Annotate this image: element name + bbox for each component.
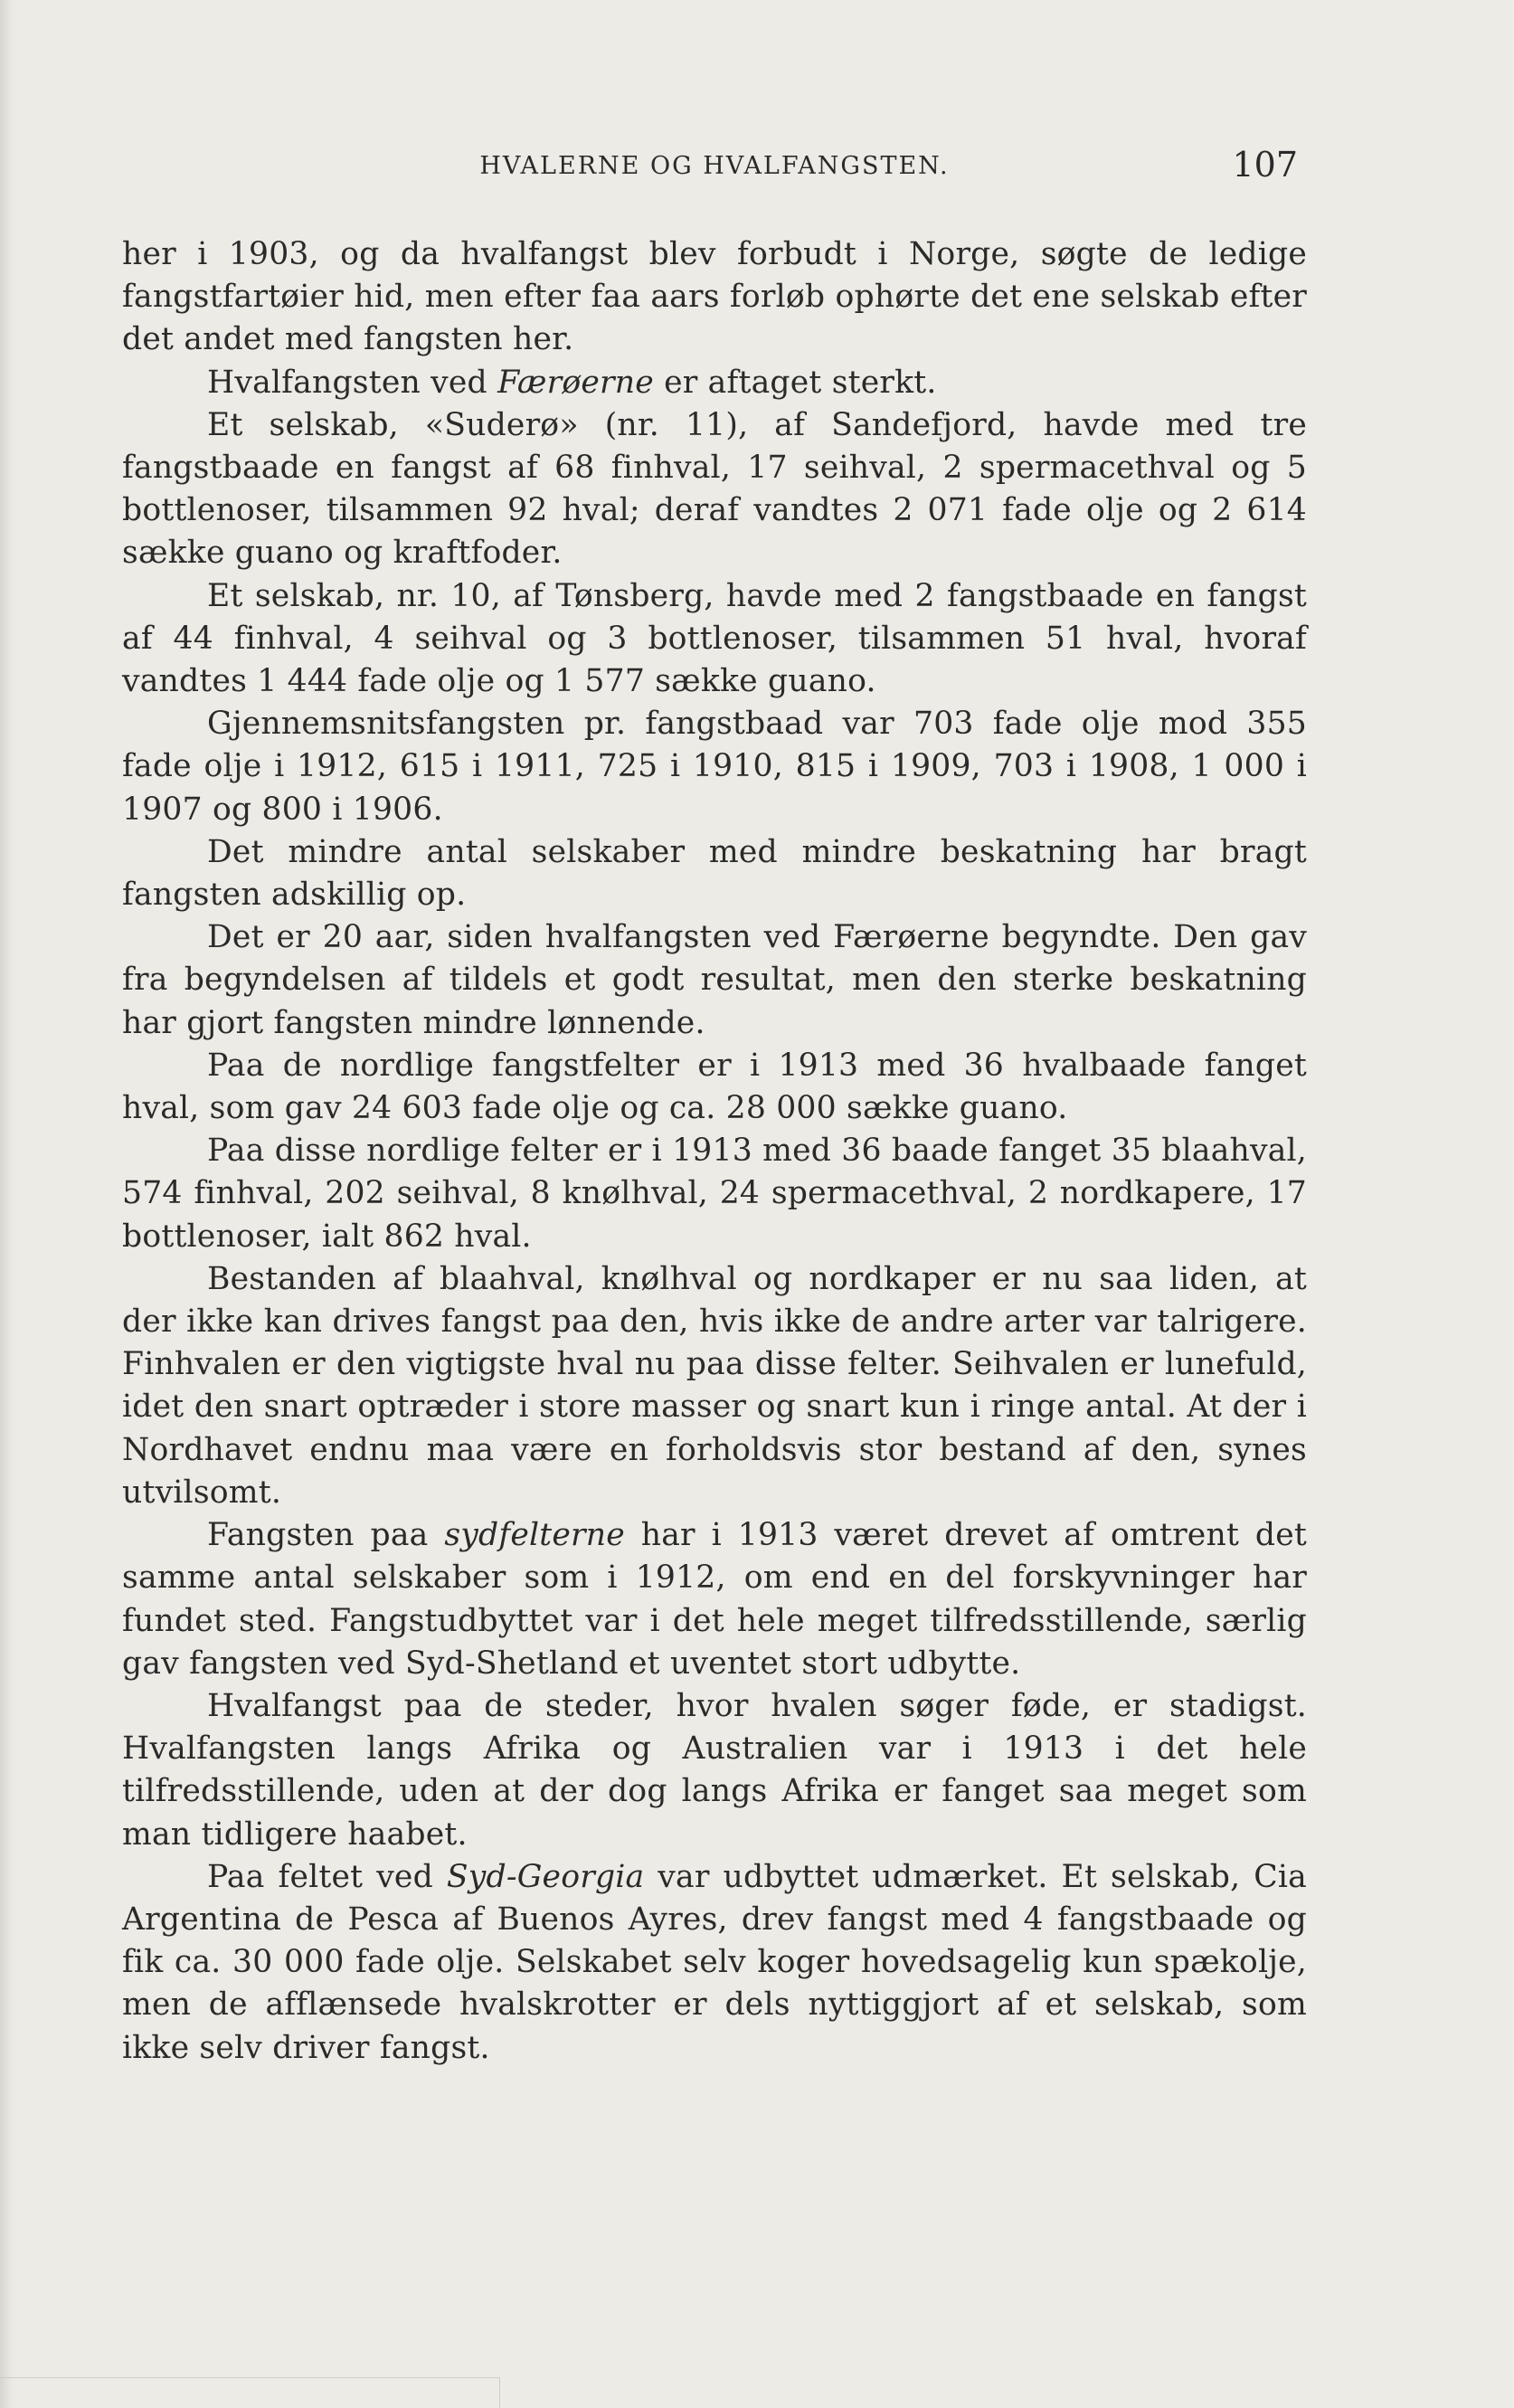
paragraph-10: Bestanden af blaahval, knølhval og nordkaper er nu saa liden, at der ikke kan drives fangst paa den, hvis ikke de andre arter var talrigere. Finhvalen er den vigtigste hval nu paa disse felter. Seihvalen er lunefuld, idet den snart optræder i store masser og snart kun i ringe antal. At der i Nordhavet endnu maa være en forholdsvis stor bestand af den, synes utvilsomt.	[122, 1260, 1307, 1511]
paragraph-13-text-a: Paa feltet ved	[207, 1858, 447, 1895]
paragraph-4: Et selskab, nr. 10, af Tønsberg, havde med 2 fangstbaade en fangst af 44 finhval, 4 seihval og 3 bottlenoser, tilsammen 51 hval, hvoraf vandtes 1 444 fade olje og 1 577 sække guano.	[122, 577, 1307, 700]
paragraph-11-italic: sydfelterne	[444, 1517, 625, 1554]
page-header	[122, 145, 1307, 190]
paragraph-3: Et selskab, «Suderø» (nr. 11), af Sandefjord, havde med tre fangstbaade en fangst af 68 finhval, 17 seihval, 2 spermacethval og 5 bottlenoser, tilsammen 92 hval; deraf vandtes 2 071 fade olje og 2 614 sække guano og kraftfoder.	[122, 406, 1307, 572]
paragraph-2-text-b: er aftaget sterkt.	[653, 364, 937, 401]
paragraph-7: Det er 20 aar, siden hvalfangsten ved Færøerne begyndte. Den gav fra begyndelsen af tildels et godt resultat, men den sterke beskatning har gjort fangsten mindre lønnende.	[122, 919, 1307, 1041]
paragraph-13-italic: Syd-Georgia	[446, 1858, 645, 1895]
paragraph-13	[122, 1856, 1307, 2070]
paragraph-8: Paa de nordlige fangstfelter er i 1913 med 36 hvalbaade fanget hval, som gav 24 603 fade olje og ca. 28 000 sække guano.	[122, 1047, 1307, 1127]
paragraph-9: Paa disse nordlige felter er i 1913 med 36 baade fanget 35 blaahval, 574 finhval, 202 seihval, 8 knølhval, 24 spermacethval, 2 nordkapere, 17 bottlenoser, ialt 862 hval.	[122, 1133, 1307, 1255]
paragraph-11-text-a: Fangsten paa	[207, 1517, 445, 1554]
paper-fold-line	[0, 2377, 499, 2378]
paragraph-2-italic: Færøerne	[497, 364, 654, 401]
paragraph-5: Gjennemsnitsfangsten pr. fangstbaad var 703 fade olje mod 355 fade olje i 1912, 615 i 1911, 725 i 1910, 815 i 1909, 703 i 1908, 1 000 i 1907 og 800 i 1906.	[122, 706, 1307, 828]
paragraph-1: her i 1903, og da hvalfangst blev forbudt i Norge, søgte de ledige fangstfartøier hid, men efter faa aars forløb ophørte det ene selskab efter det andet med fangsten her.	[122, 236, 1307, 358]
page-number: 107	[1232, 145, 1298, 185]
paper-fold-corner	[499, 2377, 500, 2408]
paragraph-2-text-a: Hvalfangsten ved	[207, 364, 498, 401]
running-head: HVALERNE OG HVALFANGSTEN.	[479, 152, 950, 180]
paragraph-12: Hvalfangst paa de steder, hvor hvalen søger føde, er stadigst. Hvalfangsten langs Afrika og Australien var i 1913 i det hele tilfredsstillende, uden at der dog langs Afrika er fanget saa meget som man tidligere haabet.	[122, 1687, 1307, 1853]
page-edge-shadow	[0, 0, 13, 2408]
paragraph-6: Det mindre antal selskaber med mindre beskatning har bragt fangsten adskillig op.	[122, 833, 1307, 914]
paragraph-2	[122, 362, 1307, 404]
body-text	[122, 233, 1307, 2070]
paragraph-11	[122, 1514, 1307, 1685]
paragraph-11-text-b: har i 1913 været drevet af omtrent det samme antal selskaber som i 1912, om end en del forskyvninger har fundet sted. Fangstudbyttet var i det hele meget tilfredsstillende, særlig gav fangsten ved Syd-Shetland et uventet stort udbytte.	[122, 1517, 1307, 1682]
paragraph-13-text-b: var udbyttet udmærket. Et selskab, Cia Argentina de Pesca af Buenos Ayres, drev fangst med 4 fangstbaade og fik ca. 30 000 fade olje. Selskabet selv koger hovedsagelig kun spækolje, men de afflænsede hvalskrotter er dels nyttiggjort af et selskab, som ikke selv driver fangst.	[122, 1858, 1308, 2066]
